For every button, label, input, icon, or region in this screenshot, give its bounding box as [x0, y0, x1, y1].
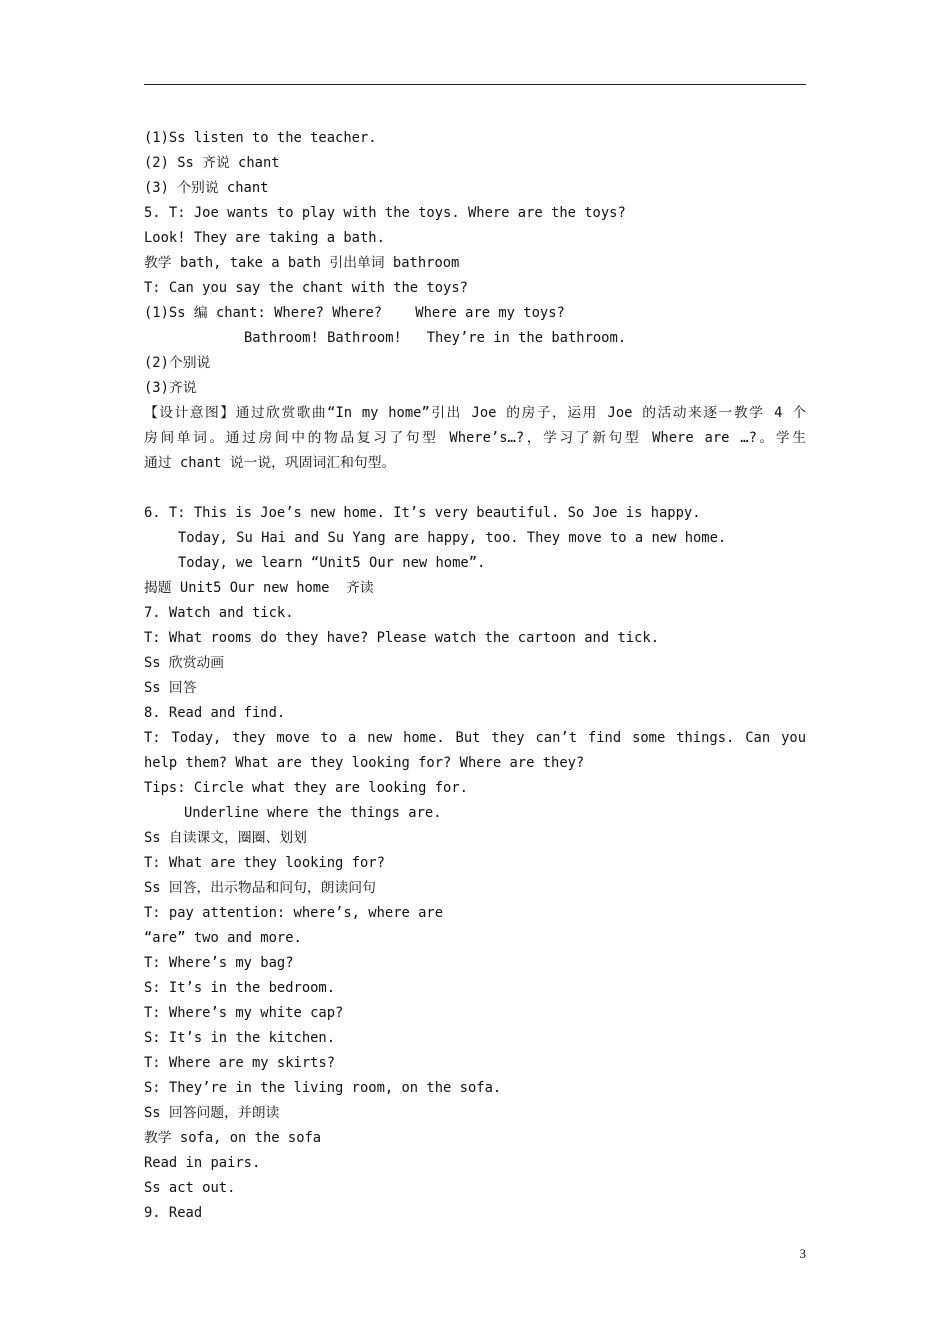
body-text: [144, 126, 806, 1226]
design-intent-line: 通过 chant 说一说，巩固词汇和句型。: [144, 455, 396, 471]
text-line: Read in pairs.: [144, 1155, 261, 1171]
text-line: 6. T: This is Joe’s new home. It’s very beautiful. So Joe is happy.: [144, 505, 701, 521]
text-line: T: What are they looking for?: [144, 855, 385, 871]
text-line: Ss 回答: [144, 680, 197, 696]
text-line: 8. Read and find.: [144, 705, 286, 721]
text-line: Bathroom! Bathroom! They’re in the bathroom.: [244, 330, 627, 346]
text-line: 教学 sofa, on the sofa: [144, 1130, 322, 1146]
text-line: Today, Su Hai and Su Yang are happy, too. They move to a new home.: [178, 530, 727, 546]
text-line: T: What rooms do they have? Please watch the cartoon and tick.: [144, 630, 659, 646]
text-line: Look! They are taking a bath.: [144, 230, 385, 246]
text-line: Underline where the things are.: [184, 805, 442, 821]
page-number: 3: [799, 1246, 806, 1261]
text-line: Ss 回答问题，并朗读: [144, 1105, 280, 1121]
text-line: (3)齐说: [144, 380, 197, 396]
text-line: 9. Read: [144, 1205, 203, 1221]
text-line: help them? What are they looking for? Where are they?: [144, 755, 585, 771]
design-intent-line: 房间单词。通过房间中的物品复习了句型 Where’s…?，学习了新句型 Where are …?。学生: [144, 430, 806, 446]
text-line: S: It’s in the kitchen.: [144, 1030, 336, 1046]
text-line: 7. Watch and tick.: [144, 605, 294, 621]
text-line: (3) 个别说 chant: [144, 180, 269, 196]
text-line: T: pay attention: where’s, where are: [144, 905, 444, 921]
text-line: T: Where’s my white cap?: [144, 1005, 344, 1021]
text-line: (1)Ss 编 chant: Where? Where? Where are my toys?: [144, 305, 565, 321]
text-line: “are” two and more.: [144, 930, 302, 946]
text-line: S: They’re in the living room, on the sofa.: [144, 1080, 502, 1096]
text-line: T: Can you say the chant with the toys?: [144, 280, 468, 296]
text-line: Today, we learn “Unit5 Our new home”.: [178, 555, 486, 571]
design-intent-line: 【设计意图】通过欣赏歌曲“In my home”引出 Joe 的房子，运用 Joe 的活动来逐一教学 4 个: [144, 405, 806, 421]
text-line: Tips: Circle what they are looking for.: [144, 780, 468, 796]
text-line: Ss 自读课文，圈圈、划划: [144, 830, 307, 846]
text-line: T: Where’s my bag?: [144, 955, 294, 971]
text-line: 教学 bath, take a bath 引出单词 bathroom: [144, 255, 460, 271]
text-line: (2) Ss 齐说 chant: [144, 155, 280, 171]
text-line: Ss act out.: [144, 1180, 236, 1196]
text-line: (1)Ss listen to the teacher.: [144, 130, 377, 146]
text-line: Ss 欣赏动画: [144, 655, 225, 671]
text-line: Ss 回答，出示物品和问句，朗读问句: [144, 880, 376, 896]
text-line: (2)个别说: [144, 355, 211, 371]
text-line: 揭题 Unit5 Our new home 齐读: [144, 580, 374, 596]
text-line: T: Where are my skirts?: [144, 1055, 336, 1071]
header-rule: [144, 84, 806, 85]
text-line: S: It’s in the bedroom.: [144, 980, 336, 996]
blank-line: [144, 476, 806, 501]
text-line: 5. T: Joe wants to play with the toys. Where are the toys?: [144, 205, 626, 221]
text-line: T: Today, they move to a new home. But they can’t find some things. Can you: [144, 730, 806, 746]
